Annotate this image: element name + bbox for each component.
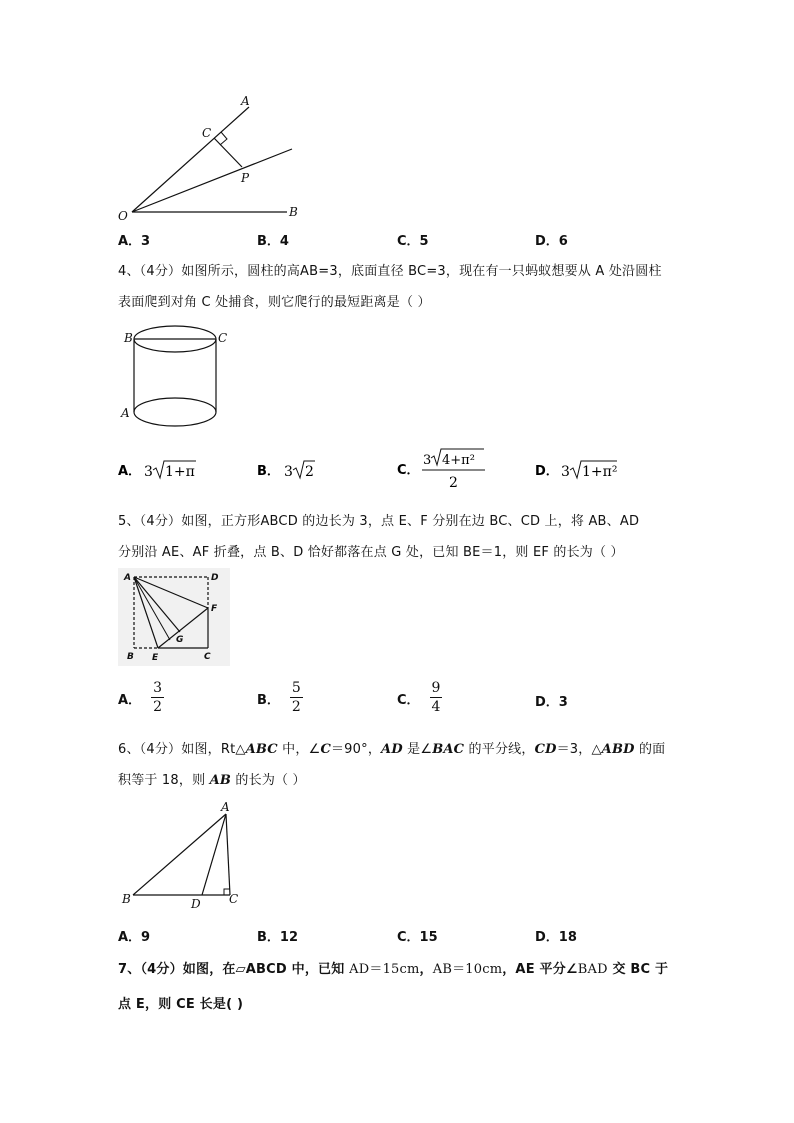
q3-option-a[interactable]: A．3 [118, 234, 151, 249]
q4-a-rad: 1+π [165, 464, 195, 480]
q7-t1a: 7、（4分）如图，在▱ABCD 中，已知 [118, 962, 350, 977]
q6-t1g: 是∠ [402, 742, 433, 757]
q7-t1g: 交 BC 于 [607, 962, 669, 977]
label-g: G [176, 635, 184, 645]
label-a: A [221, 800, 230, 814]
side-ac [226, 814, 230, 895]
q3-option-b[interactable]: B．4 [257, 234, 289, 249]
q7-text-line2: 点 E，则 CE 长是( ) [118, 997, 244, 1012]
q6-option-a[interactable]: A．9 [118, 930, 151, 945]
q6-t1f: AD [381, 742, 403, 757]
label-b: B [289, 205, 298, 219]
q4-c-den: 2 [449, 475, 458, 491]
q5-option-d[interactable]: D．3 [535, 695, 568, 710]
numerator: 5 [291, 680, 301, 696]
q6-t2b: AB [209, 773, 232, 788]
label-a: A [241, 94, 250, 108]
q5-option-b[interactable] [257, 680, 303, 716]
numerator: 9 [431, 680, 441, 696]
denominator: 2 [291, 699, 301, 715]
q6-t1l: ABD [601, 742, 635, 757]
q7-t1e: ，AE 平分∠ [502, 962, 578, 977]
q4-d-rad: 1+π² [582, 464, 618, 480]
denominator: 2 [153, 699, 162, 715]
q6-t1e: ＝90°， [330, 742, 382, 757]
q4-option-b[interactable] [257, 458, 337, 488]
q4-option-d[interactable] [535, 458, 645, 488]
label-c: C [229, 892, 239, 906]
fraction [151, 680, 164, 716]
q6-option-d[interactable]: D．18 [535, 930, 577, 945]
q4-option-c[interactable] [397, 446, 497, 498]
ray-op [132, 149, 292, 212]
q5-text-line2: 分别沿 AE、AF 折叠，点 B、D 恰好都落在点 G 处，已知 BE＝1，则 EF 的长为（ ） [118, 545, 624, 560]
q5-c-label: C． [397, 692, 420, 708]
label-c: C [202, 126, 212, 140]
folded-square-figure [118, 568, 230, 666]
fraction [430, 680, 443, 716]
q6-text-line1 [118, 738, 678, 757]
q6-t1b: ABC [245, 742, 278, 757]
q4-b-label: B． [257, 464, 280, 479]
q7-text-line1 [118, 958, 678, 977]
q6-t1a: 6、（4分）如图，Rt△ [118, 742, 246, 757]
label-b: B [124, 331, 133, 345]
q4-c-num-coef: 3 [423, 453, 432, 468]
q4-d-coef: 3 [561, 464, 570, 480]
side-ba [133, 814, 226, 895]
q5-option-a[interactable] [118, 680, 164, 716]
q7-t1b: AD＝15cm [349, 962, 420, 977]
q4-text-line2: 表面爬到对角 C 处捕食，则它爬行的最短距离是（ ） [118, 295, 431, 310]
q5-text-line1: 5、（4分）如图，正方形ABCD 的边长为 3，点 E、F 分别在边 BC、CD 上，将 AB、AD [118, 514, 640, 529]
label-c: C [204, 652, 211, 662]
q6-t1i: 的平分线， [464, 742, 535, 757]
q4-text-line1: 4、（4分）如图所示，圆柱的高AB=3，底面直径 BC=3，现在有一只蚂蚁想要从 A 处沿圆柱 [118, 264, 662, 279]
q6-t1j: CD [534, 742, 557, 757]
label-e: E [152, 653, 159, 663]
q7-t1d: AB＝10cm [432, 962, 503, 977]
q6-t2a: 积等于 18，则 [118, 773, 210, 788]
label-d: D [191, 897, 201, 911]
q4-d-label: D． [535, 464, 559, 479]
bisector-ad [202, 814, 226, 895]
q4-c-label: C． [397, 463, 420, 478]
denominator: 4 [431, 699, 441, 715]
label-f: F [211, 604, 218, 614]
label-c: C [218, 331, 228, 345]
q4-option-a[interactable] [118, 458, 228, 488]
q5-b-label: B． [257, 692, 280, 708]
q4-b-coef: 3 [284, 464, 293, 480]
q3-option-c[interactable]: C．5 [397, 234, 429, 249]
q4-c-num-rad: 4+π² [442, 453, 475, 468]
angle-bisector-figure [110, 92, 310, 227]
q5-option-c[interactable] [397, 680, 442, 716]
q7-t1f: BAD [577, 962, 608, 977]
q5-a-label: A． [118, 692, 142, 708]
label-d: D [211, 573, 219, 583]
right-angle-mark [220, 132, 227, 145]
q6-t1k: ＝3，△ [556, 742, 602, 757]
ray-oa [132, 107, 249, 212]
q4-a-label: A． [118, 464, 142, 479]
label-o: O [118, 209, 128, 223]
label-p: P [241, 171, 250, 185]
label-a: A [121, 406, 130, 420]
q6-option-b[interactable]: B．12 [257, 930, 298, 945]
q4-a-coef: 3 [144, 464, 153, 480]
q6-text-line2 [118, 769, 678, 788]
right-triangle-figure [118, 800, 248, 910]
q6-t1m: 的面 [634, 742, 666, 757]
numerator: 3 [153, 680, 162, 696]
segment-cp [214, 138, 242, 167]
cylinder-bottom [134, 398, 216, 426]
label-a: A [124, 573, 131, 583]
q6-option-c[interactable]: C．15 [397, 930, 438, 945]
q7-t1c: ， [419, 962, 433, 977]
q3-option-d[interactable]: D．6 [535, 234, 568, 249]
cylinder-figure [116, 322, 246, 432]
q6-t1c: 中，∠ [277, 742, 321, 757]
q4-b-rad: 2 [305, 464, 314, 480]
fraction [290, 680, 303, 716]
label-b: B [127, 652, 134, 662]
q6-t1d: C [320, 742, 331, 757]
q6-t2c: 的长为（ ） [231, 773, 306, 788]
q6-t1h: BAC [432, 742, 465, 757]
label-b: B [122, 892, 131, 906]
